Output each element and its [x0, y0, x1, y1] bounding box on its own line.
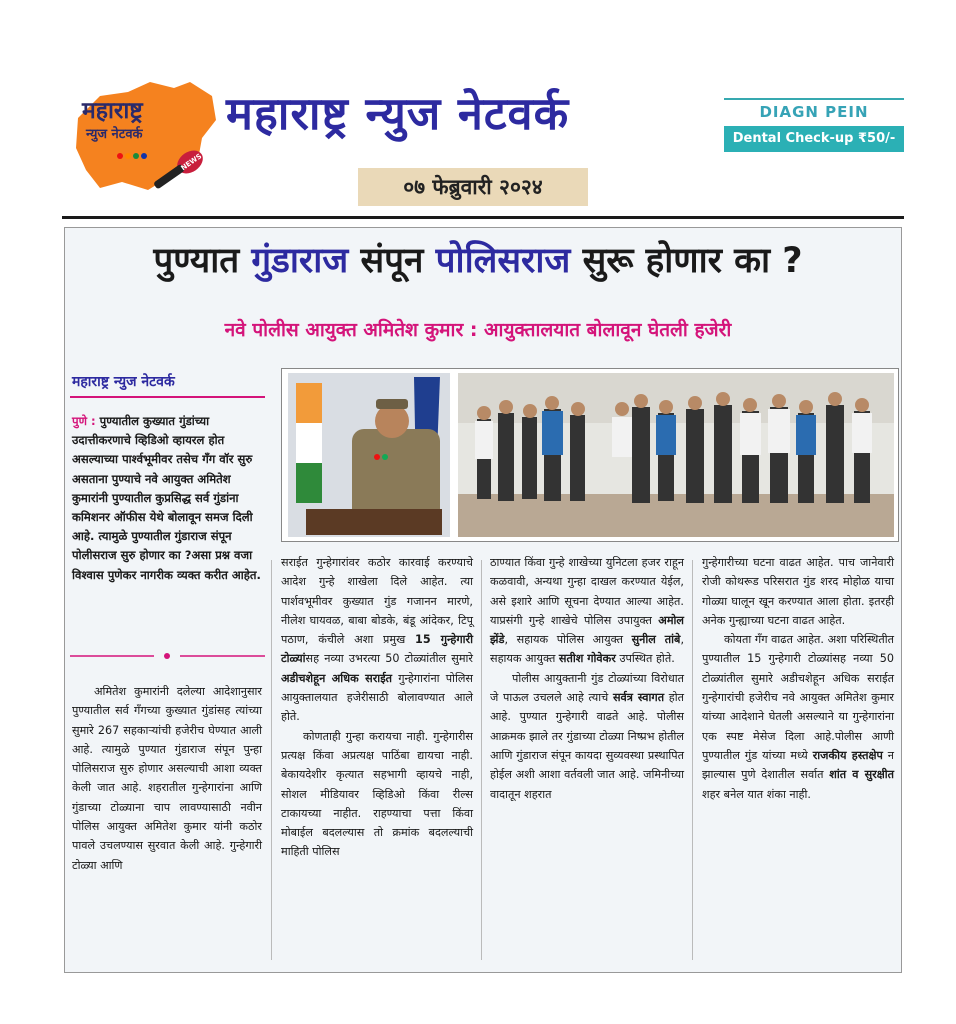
ad-tagline: Dental Check-up ₹50/-	[724, 126, 904, 152]
byline-rule	[70, 396, 265, 398]
column-separator	[692, 560, 693, 960]
col2-paragraph-2: कोणताही गुन्हा करायचा नाही. गुन्हेगारीस प्रत्यक्ष किंवा अप्रत्यक्ष पाठिंबा द्यायचा नाही. बेकायदेशीर कृत्यात सहभागी व्हायचे नाही, सोशल मीडियावर व्हिडिओ किंवा रील्स टाकायच्या नाहीत. राहण्याचा पत्ता किंवा मोबाईल बदलल्यास तो क्रमांक बदलल्याची माहिती पोलिस	[281, 729, 473, 859]
logo-news-badge: NEWS	[179, 152, 204, 173]
column-4	[702, 553, 894, 804]
headline: पुण्यात गुंडाराज संपून पोलिसराज सुरू होणार का ?	[153, 241, 803, 281]
column-separator	[271, 560, 272, 960]
divider-ornament	[70, 653, 265, 659]
col4-paragraph-2: कोयता गँग वाढत आहेत. अशा परिस्थितीत पुण्यातील 15 गुन्हेगारी टोळ्यांसह नव्या 50 टोळ्यांतील सुमारे अडीचशेहून अधिक सराईत गुन्हेगारांची हजेरीच नवे आयुक्त अमितेश कुमार यांच्या आदेशाने घेतली असल्याने या गुन्हेगारांना एक स्पष्ट मेसेज दिला आहे.पोलीस आणी पुण्यातील गुंड यांच्या मध्ये राजकीय हस्तक्षेप न झाल्यास पुणे देशातील सर्वात शांत व सुरक्षीत शहर बनेल यात शंका नाही.	[702, 633, 895, 801]
issue-date: ०७ फेब्रुवारी २०२४	[358, 168, 588, 206]
col1-paragraph: अमितेश कुमारांनी दलेल्या आदेशानुसार पुण्यातील सर्व गँगच्या कुख्यात गुंडांसह त्यांच्या सुमारे 267 सहकाऱ्यांची हजेरीच घेण्यात आली आहे. त्यामुळे पुण्यात गुंडाराज संपून पुन्हा पोलिसराज सुरु होणार असल्याची आशा व्यक्त केली जात आहे. शहरातील गुन्हेगारांना आणि गुंडाच्या टोळ्याना चाप लावण्यासाठी नवीन पोलिस आयुक्त अमितेश कुमार यांनी कठोर पावले उचलण्यास सुरवात केली आहे. गुन्हेगारी टोळ्या आणि	[72, 685, 262, 872]
byline: महाराष्ट्र न्युज नेटवर्क	[72, 374, 175, 390]
column-3	[490, 553, 684, 804]
subheadline: नवे पोलीस आयुक्त अमितेश कुमार : आयुक्तालयात बोलावून घेतली हजेरी	[224, 319, 732, 341]
logo-text-news-network: न्युज नेटवर्क	[86, 127, 143, 142]
col3-paragraph-2: पोलीस आयुक्तानी गुंड टोळ्यांच्या विरोधात जे पाऊल उचलले आहे त्याचे सर्वत्र स्वागत होत आहे. पुण्यात गुन्हेगारी वाढते आहे. पोलीस आक्रमक झाले तर गुंडाच्या टोळ्या निष्प्रभ होतील आणि गुंडाराज संपून कायदा सुव्यवस्था प्रस्थापित होईल अशी आशा वर्तवली जात आहे. जमिनीच्या वादातून शहरात	[490, 671, 685, 801]
masthead-rule	[62, 216, 904, 219]
column-1	[72, 682, 262, 875]
col3-paragraph-1: ठाण्यात किंवा गुन्हे शाखेच्या युनिटला हजर राहून कळवावी, अन्यथा गुन्हा दाखल करण्यात येईल, असे इशारे आणि सूचना देण्यात आल्या आहेत. याप्रसंगी गुन्हे शाखेचे पोलिस उपायुक्त अमोल झेंडे, सहायक पोलिस आयुक्त सुनील तांबे, सहायक आयुक्त सतीश गोवेकर उपस्थित होते.	[490, 556, 684, 666]
column-separator	[481, 560, 482, 960]
crowd-photo	[458, 373, 894, 537]
masthead-title: महाराष्ट्र न्युज नेटवर्क	[226, 87, 570, 140]
lead-paragraph: पुणे : पुण्यातील कुख्यात गुंडांच्या उदात्तीकरणाचे व्हिडिओ व्हायरल होत असल्याच्या पार्श्वभूमीवर तसेच गँग वॉर सुरु असताना पुण्याचे नवे आयुक्त अमितेश कुमारांनी पुण्यातील कुप्रसिद्ध सर्व गुंडांना कमिशनर ऑफीस येथे बोलावून समज दिली आहे. त्यामुळे पुण्यातील गुंडाराज संपून पोलीसराज सुरु होणार का ?असा प्रश्न वजा विश्वास पुणेकर नागरीक व्यक्त करीत आहेत.	[72, 414, 261, 582]
commissioner-photo	[288, 373, 450, 537]
diagnopein-ad[interactable]	[724, 98, 904, 154]
col4-paragraph-1: गुन्हेगारीच्या घटना वाढत आहेत. पाच जानेवारी रोजी कोथरूड परिसरात गुंड शरद मोहोळ याचा गोळ्या घालून खून करण्यात आला होता. इतरही अनेक गुन्ह्याच्या घटना वाढत आहेत.	[702, 556, 894, 627]
article-photo	[281, 368, 899, 542]
ad-brand: DIAGN PEIN	[724, 98, 904, 126]
col2-paragraph-1: सराईत गुन्हेगारांवर कठोर कारवाई करण्याचे आदेश गुन्हे शाखेला दिले आहेत. त्या पार्शवभूमीवर कुख्यात गुंड गजानन मारणे, नीलेश घायवळ, बाबा बोडके, बंडू आंदेकर, टिपू पठाण, कंचीले अशा प्रमुख 15 गुन्हेगारी टोळ्यांसह नव्या उभरत्या 50 टोळ्यांतील सुमारे अडीचशेहून अधिक सराईत गुन्हेगारांना पोलिस आयुक्तालयात हजेरीसाठी बोलावण्यात आले होते.	[281, 556, 474, 724]
logo-text-maharashtra: महाराष्ट्र	[82, 98, 143, 124]
column-2	[281, 553, 473, 862]
